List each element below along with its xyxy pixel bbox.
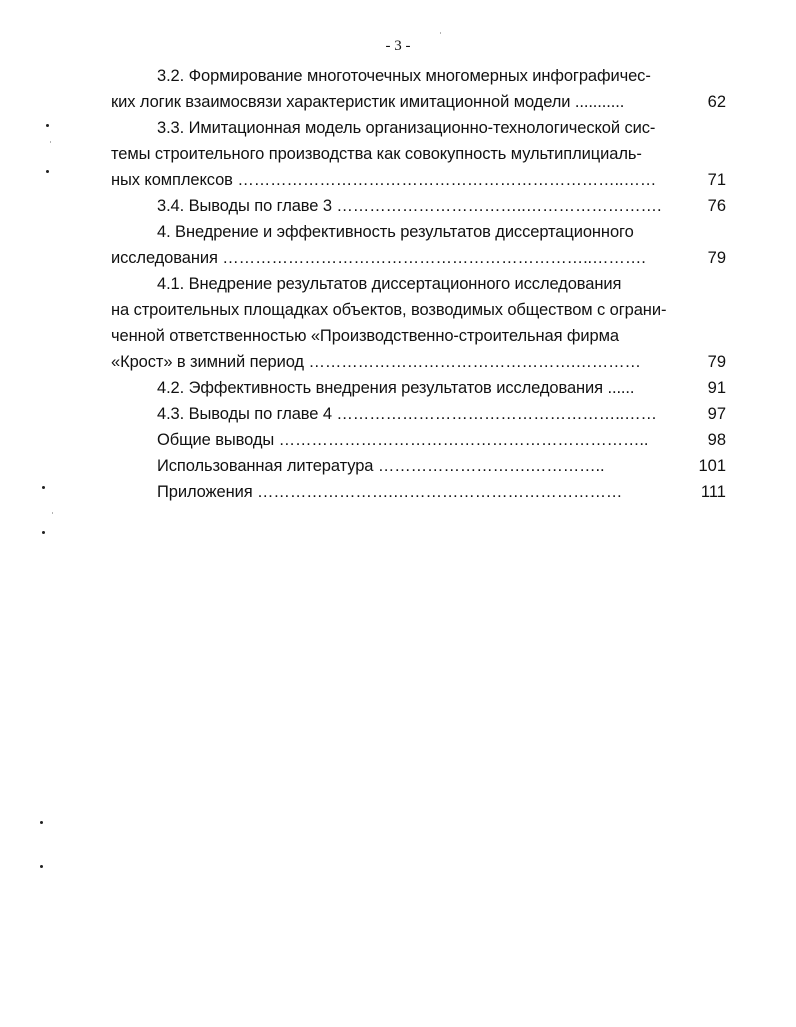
scan-speck [46, 124, 49, 127]
toc-entry-3-2-page: 62 [707, 93, 726, 111]
scan-speck [40, 865, 43, 868]
toc-entry-3-4-page: 76 [707, 197, 726, 215]
scan-speck [440, 32, 441, 34]
toc-entry-references-line-1: Использованная литература ……………………….………….. [157, 457, 605, 475]
toc-entry-4-line-2: исследования …………………………………………………………..………. [111, 249, 646, 267]
scan-speck [50, 141, 51, 143]
toc-entry-4-1-line-1: 4.1. Внедрение результатов диссертационного исследования [157, 275, 622, 293]
scan-speck [40, 821, 43, 824]
toc-entry-appendices-page: 111 [700, 483, 726, 501]
toc-entry-4-2-line-1: 4.2. Эффективность внедрения результатов исследования ...... [157, 379, 635, 397]
toc-entry-3-3-line-1: 3.3. Имитационная модель организационно-технологической сис- [157, 119, 656, 137]
toc-entry-3-4-line-1: 3.4. Выводы по главе 3 ……………………………..……………………. [157, 197, 662, 215]
toc-entry-3-3-page: 71 [707, 171, 726, 189]
toc-entry-4-1-line-3: ченной ответственностью «Производственно-строительная фирма [111, 327, 619, 345]
toc-entry-4-3-page: 97 [707, 405, 726, 423]
toc-entry-4-line-1: 4. Внедрение и эффективность результатов диссертационного [157, 223, 634, 241]
toc-entry-4-1-line-2: на строительных площадках объектов, возводимых обществом с ограни- [111, 301, 667, 319]
toc-entry-4-2-page: 91 [707, 379, 726, 397]
toc-entry-3-2-line-1: 3.2. Формирование многоточечных многомерных инфографичес- [157, 67, 651, 85]
toc-entry-references-page: 101 [698, 457, 726, 475]
toc-entry-4-1-page: 79 [707, 353, 726, 371]
toc-entry-4-page: 79 [707, 249, 726, 267]
toc-entry-conclusions-line-1: Общие выводы ………………………………………………………….. [157, 431, 649, 449]
toc-entry-4-1-line-4: «Крост» в зимний период ………………………………………….………… [111, 353, 641, 371]
toc-entry-3-2-line-2: ких логик взаимосвязи характеристик имитационной модели ........... [111, 93, 625, 111]
toc-entry-3-3-line-2: темы строительного производства как совокупность мультиплициаль- [111, 145, 642, 163]
toc-entry-appendices-line-1: Приложения …………………….…………………………………… [157, 483, 623, 501]
scan-speck [52, 512, 53, 514]
scan-speck [42, 486, 45, 489]
toc-entry-3-3-line-3: ных комплексов ……………………………………………………………..…… [111, 171, 657, 189]
toc-entry-4-3-line-1: 4.3. Выводы по главе 4 ……………………………………………..…… [157, 405, 657, 423]
toc-entry-conclusions-page: 98 [707, 431, 726, 449]
page-number: - 3 - [385, 38, 411, 54]
scan-speck [42, 531, 45, 534]
scan-speck [46, 170, 49, 173]
